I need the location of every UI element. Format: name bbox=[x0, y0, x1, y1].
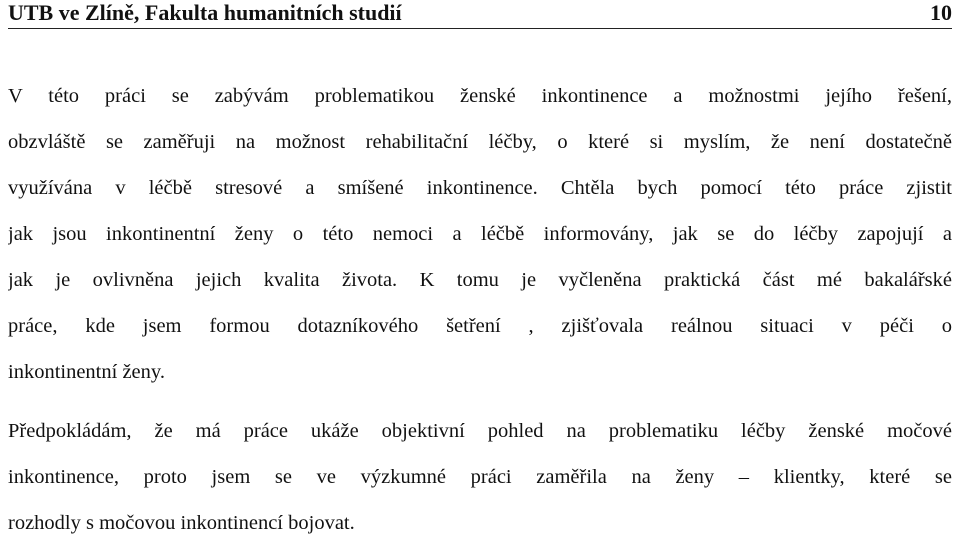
paragraph-line: jak je ovlivněna jejich kvalita života. K tomu je vyčleněna praktická část mé bakalářské bbox=[8, 269, 952, 291]
header-title: UTB ve Zlíně, Fakulta humanitních studií bbox=[8, 0, 402, 25]
paragraph-line: využívána v léčbě stresové a smíšené inkontinence. Chtěla bych pomocí této práce zjistit bbox=[8, 177, 952, 199]
paragraph-line: V této práci se zabývám problematikou ženské inkontinence a možnostmi jejího řešení, bbox=[8, 85, 952, 107]
page-number: 10 bbox=[930, 0, 952, 25]
page-header bbox=[8, 0, 952, 29]
paragraph-line: jak jsou inkontinentní ženy o této nemoci a léčbě informovány, jak se do léčby zapojují a bbox=[8, 223, 952, 245]
paragraph-2 bbox=[8, 408, 952, 546]
paragraph-1 bbox=[8, 73, 952, 395]
paragraph-line: inkontinence, proto jsem se ve výzkumné práci zaměřila na ženy – klientky, které se bbox=[8, 466, 952, 488]
paragraph-line: Předpokládám, že má práce ukáže objektivní pohled na problematiku léčby ženské močové bbox=[8, 420, 952, 442]
paragraph-line: obzvláště se zaměřuji na možnost rehabilitační léčby, o které si myslím, že není dostatečně bbox=[8, 131, 952, 153]
paragraph-line: práce, kde jsem formou dotazníkového šetření , zjišťovala reálnou situaci v péči o bbox=[8, 315, 952, 337]
paragraph-line: rozhodly s močovou inkontinencí bojovat. bbox=[8, 512, 355, 534]
paragraph-line: inkontinentní ženy. bbox=[8, 361, 165, 383]
